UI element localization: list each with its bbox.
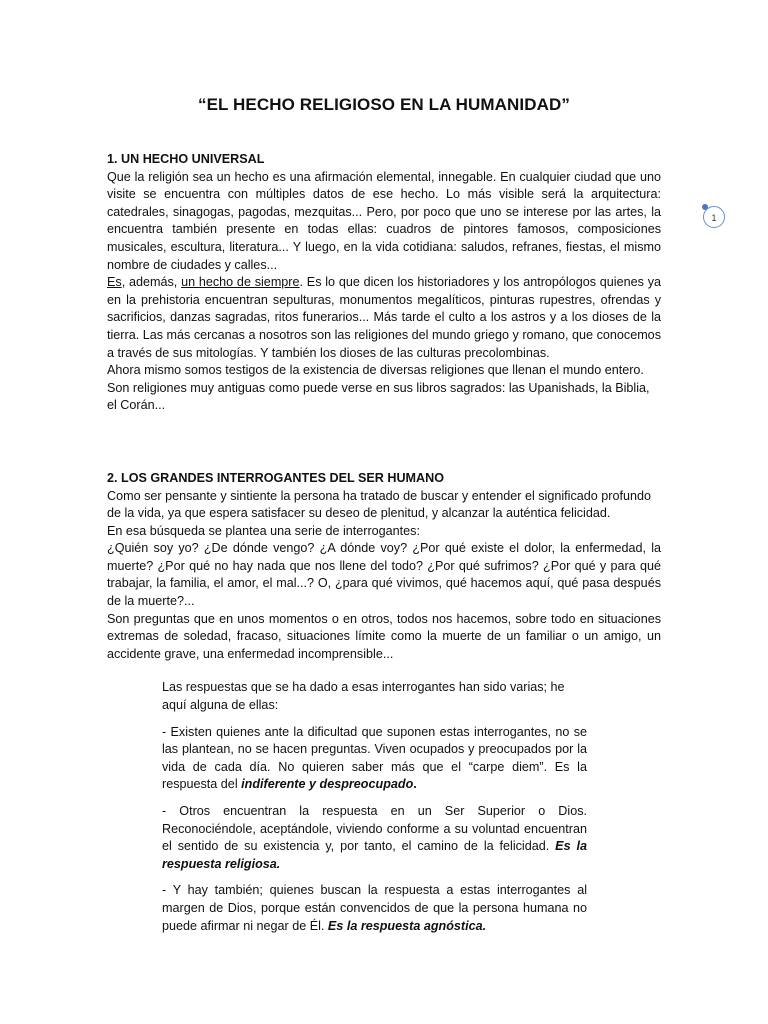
answer-item [162, 803, 587, 873]
text-run: - Y hay también; quienes buscan la respuesta a estas interrogantes al margen de Dios, porque están convencidos de que la persona humana no puede afirmar ni negar de Él. [162, 883, 587, 933]
emphasis-text: Es la respuesta religiosa. [162, 839, 587, 871]
paragraph [107, 274, 661, 362]
paragraph: En esa búsqueda se plantea una serie de interrogantes: [107, 523, 420, 538]
document-title: “EL HECHO RELIGIOSO EN LA HUMANIDAD” [198, 95, 570, 114]
answer-item [162, 882, 587, 935]
text-run: . [413, 777, 417, 792]
paragraph: Ahora mismo somos testigos de la existencia de diversas religiones que llenan el mundo entero. Son religiones muy antiguas como puede verse en sus libros sagrados: las Upanishads, la Biblia, el Corán... [107, 363, 650, 413]
section-heading-universal: 1. UN HECHO UNIVERSAL [107, 152, 265, 166]
answer-item [162, 724, 587, 794]
underlined-text: un hecho de siempre [181, 275, 300, 290]
page-number-badge[interactable]: 1 [703, 206, 725, 228]
text-run: . Es lo que dicen los historiadores y los antropólogos quienes ya en la prehistoria encuentran sepulturas, monumentos megalíticos, pinturas rupestres, ofrendas y sacrificios, danzas sagradas, ritos funerarios... Más tarde el culto a los astros y a los dioses de la tierra. Las más cercanas a nosotros son las religiones del mundo griego y romano, que conocemos a través de sus mitologías. Y también los dioses de las culturas precolombinas. [107, 275, 661, 360]
paragraph: Que la religión sea un hecho es una afirmación elemental, innegable. En cualquier ciudad que uno visite se encuentra con múltiples datos de ese hecho. Lo más visible será la arquitectura: catedrales, sinagogas, pagodas, mezquitas... Pero, por poco que uno se interese por las artes, la encuentra también presente en todas ellas: cuadros de pintores famosos, composiciones musicales, escultura, literatura... Y luego, en la vida cotidiana: saludos, refranes, fiestas, el mismo nombre de ciudades y calles... [107, 169, 661, 272]
answers-block [162, 679, 587, 935]
emphasis-text: Es la respuesta agnóstica. [327, 918, 487, 933]
emphasis-text: indiferente y despreocupado [241, 777, 414, 792]
paragraph: Como ser pensante y sintiente la persona ha tratado de buscar y entender el significado profundo de la vida, ya que espera satisfacer su deseo de plenitud, y alcanzar la auténtica felicidad. [107, 488, 651, 521]
section-heading-interrogantes: 2. LOS GRANDES INTERROGANTES DEL SER HUMANO [107, 470, 445, 485]
text-run: - Otros encuentran la respuesta en un Ser Superior o Dios. Reconociéndole, aceptándole, viviendo conforme a su voluntad encuentran el sentido de su existencia y, por tanto, el camino de la felicidad. [162, 804, 587, 854]
paragraph: Son preguntas que en unos momentos o en otros, todos nos hacemos, sobre todo en situaciones extremas de soledad, fracaso, situaciones límite como la muerte de un familiar o un amigo, un accidente grave, una enfermedad incomprensible... [107, 611, 661, 661]
answers-intro: Las respuestas que se ha dado a esas interrogantes han sido varias; he aquí alguna de ellas: [162, 680, 565, 713]
underlined-text: Es [107, 275, 122, 290]
text-run: , además, [121, 275, 182, 290]
document-page [107, 90, 661, 944]
paragraph: ¿Quién soy yo? ¿De dónde vengo? ¿A dónde voy? ¿Por qué existe el dolor, la enfermedad, la muerte? ¿Por qué no hay nada que nos llene del todo? ¿Por qué sufrimos? ¿Por qué y para qué trabajar, la familia, el amor, el mal...? O, ¿para qué vivimos, qué hacemos aquí, qué pasa después de la muerte?... [107, 541, 661, 609]
text-run: - Existen quienes ante la dificultad que suponen estas interrogantes, no se las plantean, no se hacen preguntas. Viven ocupados y preocupados por la vida de cada día. No quieren saber más que el “carpe diem”. Es la respuesta del [162, 724, 587, 792]
